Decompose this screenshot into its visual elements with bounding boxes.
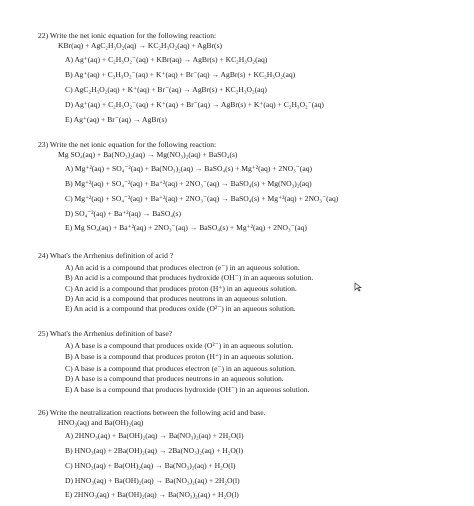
question-equation: KBr(aq) + AgC₂H₃O₂(aq) → KC₂H₃O₂(aq) + AgBr(s) bbox=[58, 41, 223, 50]
answer-option-b[interactable]: B) An acid is a compound that produces hydroxide (OH⁻) in an aqueous solution. bbox=[65, 273, 314, 282]
question-stem: 26) Write the neutralization reactions between the following acid and base. bbox=[38, 408, 266, 417]
answer-option-c[interactable]: C) HNO₃(aq) + Ba(OH)₂(aq) → Ba(NO₃)₂(aq) + H₂O(l) bbox=[65, 461, 236, 470]
answer-option-c[interactable]: C) AgC₂H₃O₂(aq) + K⁺(aq) + Br⁻(aq) → AgBr(s) + KC₂H₃O₂(aq) bbox=[65, 85, 267, 94]
answer-option-d[interactable]: D) A base is a compound that produces neutrons in an aqueous solution. bbox=[65, 374, 284, 383]
answer-option-b[interactable]: B) Mg⁺²(aq) + SO₄⁻²(aq) + Ba⁺²(aq) + 2NO₃⁻(aq) → BaSO₄(s) + Mg(NO₃)₂(aq) bbox=[65, 179, 312, 188]
answer-option-a[interactable]: A) Ag⁺(aq) + C₂H₃O₂⁻(aq) + KBr(aq) → AgBr(s) + KC₂H₃O₂(aq) bbox=[65, 55, 268, 64]
answer-option-a[interactable]: A) Mg⁺²(aq) + SO₄⁻²(aq) + Ba(NO₃)₂(aq) → BaSO₄(s) + Mg⁺²(aq) + 2NO₃⁻(aq) bbox=[65, 164, 313, 173]
answer-option-a[interactable]: A) An acid is a compound that produces electron (e⁻) in an aqueous solution. bbox=[65, 263, 300, 272]
answer-option-c[interactable]: C) An acid is a compound that produces proton (H⁺) in an aqueous solution. bbox=[65, 284, 297, 293]
answer-option-e[interactable]: E) Ag⁺(aq) + Br⁻(aq) → AgBr(s) bbox=[65, 115, 167, 124]
mouse-pointer-icon bbox=[354, 282, 364, 292]
answer-option-b[interactable]: B) A base is a compound that produces proton (H⁺) in an aqueous solution. bbox=[65, 352, 294, 361]
answer-option-e[interactable]: E) 2HNO₃(aq) + Ba(OH)₂(aq) → Ba(NO₃)₂(aq) + H₂O(l) bbox=[65, 490, 239, 499]
answer-option-e[interactable]: E) A base is a compound that produces hydroxide (OH⁻) in an aqueous solution. bbox=[65, 385, 310, 394]
question-equation: HNO₃(aq) and Ba(OH)₂(aq) bbox=[58, 418, 144, 427]
answer-option-d[interactable]: D) SO₄⁻²(aq) + Ba⁺²(aq) → BaSO₄(s) bbox=[65, 209, 181, 218]
question-stem: 23) Write the net ionic equation for the following reaction: bbox=[38, 140, 217, 149]
answer-option-b[interactable]: B) HNO₃(aq) + 2Ba(OH)₂(aq) → 2Ba(NO₃)₂(aq) + H₂O(l) bbox=[65, 446, 244, 455]
question-stem: 24) What's the Arrhenius definition of acid ? bbox=[38, 251, 174, 260]
question-stem: 22) Write the net ionic equation for the following reaction: bbox=[38, 31, 217, 40]
answer-option-e[interactable]: E) An acid is a compound that produces oxide (O²⁻) in an aqueous solution. bbox=[65, 304, 296, 313]
answer-option-c[interactable]: C) Mg⁺²(aq) + SO₄⁻²(aq) + Ba⁺²(aq) + 2NO₃⁻(aq) → BaSO₄(s) + Mg⁺²(aq) + 2NO₃⁻(aq) bbox=[65, 194, 339, 203]
question-equation: Mg SO₄(aq) + Ba(NO₃)₂(aq) → Mg(NO₃)₂(aq) + BaSO₄(s) bbox=[58, 150, 238, 159]
answer-option-b[interactable]: B) Ag⁺(aq) + C₂H₃O₂⁻(aq) + K⁺(aq) + Br⁻(aq) → AgBr(s) + KC₂H₃O₂(aq) bbox=[65, 70, 296, 79]
answer-option-d[interactable]: D) HNO₃(aq) + Ba(OH)₂(aq) → Ba(NO₃)₂(aq) + 2H₂O(l) bbox=[65, 476, 240, 485]
answer-option-d[interactable]: D) An acid is a compound that produces neutrons in an aqueous solution. bbox=[65, 294, 288, 303]
question-stem: 25) What's the Arrhenius definition of base? bbox=[38, 329, 173, 338]
answer-option-c[interactable]: C) A base is a compound that produces electron (e⁻) in an aqueous solution. bbox=[65, 364, 296, 373]
answer-option-d[interactable]: D) Ag⁺(aq) + C₂H₃O₂⁻(aq) + K⁺(aq) + Br⁻(aq) → AgBr(s) + K⁺(aq) + C₂H₃O₂⁻(aq) bbox=[65, 100, 324, 109]
answer-option-a[interactable]: A) A base is a compound that produces oxide (O²⁻) in an aqueous solution. bbox=[65, 341, 294, 350]
answer-option-e[interactable]: E) Mg SO₄(aq) + Ba⁺²(aq) + 2NO₃⁻(aq) → BaSO₄(s) + Mg⁺²(aq) + 2NO₃⁻(aq) bbox=[65, 223, 307, 232]
answer-option-a[interactable]: A) 2HNO₃(aq) + Ba(OH)₂(aq) → Ba(NO₃)₂(aq) + 2H₂O(l) bbox=[65, 431, 244, 440]
